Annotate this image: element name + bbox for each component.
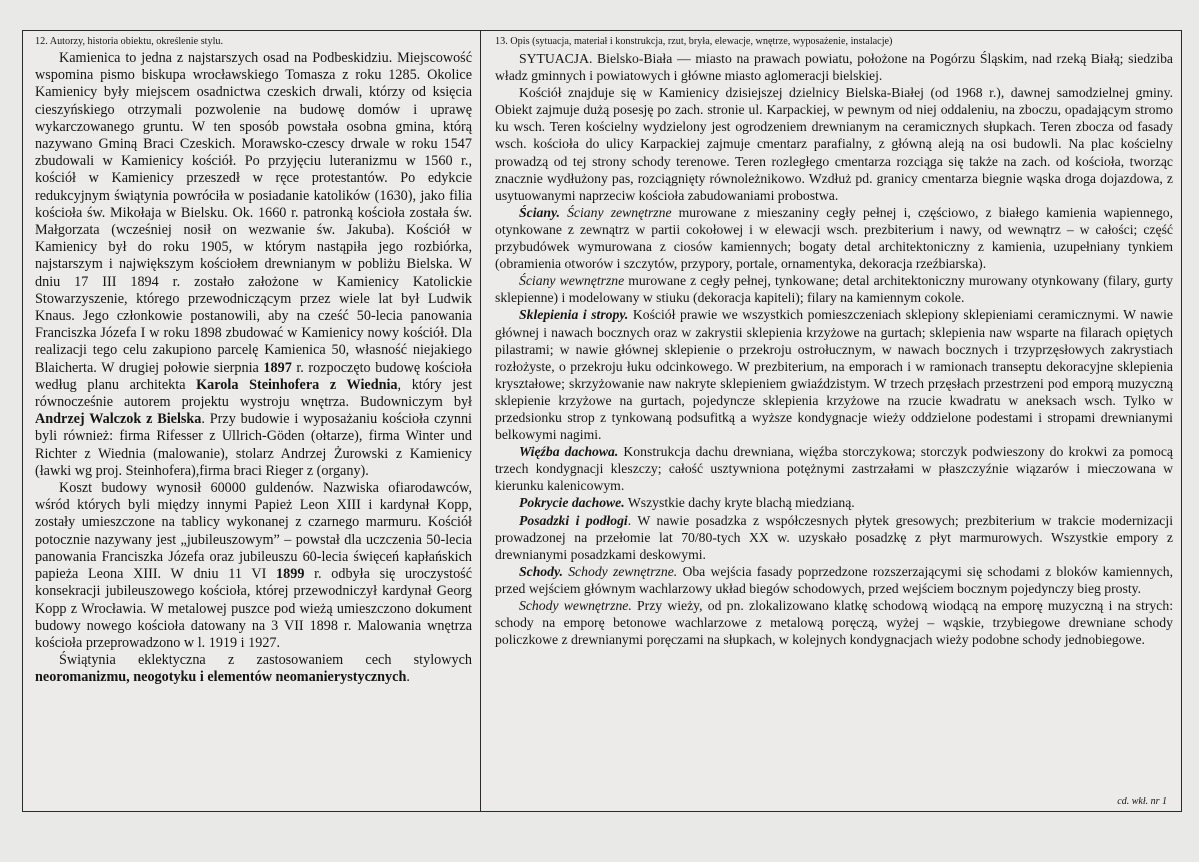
history-paragraph-2: Koszt budowy wynosił 60000 guldenów. Nazwiska ofiarodawców, wśród których byli między innymi Papież Leon XIII i kardynał Kopp, zostały umieszczone na tablicy wykonanej z czarnego marmuru. Kościół potocznie nazywany jest „jubileuszowym” – powstał dla uczczenia 50-lecia panowania Franciszka Józefa oraz jubileuszu 60-lecia święceń kapłańskich papieża Leona XIII. W dniu 11 VI 1899 r. odbyła się uroczystość konsekracji jubileuszowego kościoła, której przewodniczył kardynał Georg Kopp z Wrocławia. W metalowej puszce pod wieżą umieszczono dokument budowy nowego kościoła datowany na 3 VII 1898 r. Malowania wnętrza kościoła przeprowadzono w l. 1919 i 1927. xyxy=(35,480,472,651)
document-sheet xyxy=(22,30,1182,812)
left-column-history xyxy=(23,31,481,811)
walls-exterior-paragraph: Ściany. Ściany zewnętrzne murowane z mieszaniny cegły pełnej i, częściowo, z białego kamienia wapiennego, otynkowane z zewnątrz w partii cokołowej i w elewacji wsch. prezbiterium i nawy, od wewnątrz – w całości; część przybudówek wymurowana z ciosów kamiennych; bogaty detal architektoniczny z kamienia, uzupełniany tynkiem (obramienia otworów i szczytów, przypory, portale, ornamentyka, dekoracja rzeźbiarska). xyxy=(495,204,1174,272)
section-12-heading: 12. Autorzy, historia obiektu, określenie stylu. xyxy=(35,36,224,47)
roof-truss-paragraph: Więźba dachowa. Konstrukcja dachu drewniana, więźba storczykowa; storczyk podwieszony do krokwi za pomocą trzech kondygnacji kleszczy; całość usztywniona potężnymi zastrzałami w płaszczyźnie wiązarów i mieczowana w kierunku kalenicowym. xyxy=(495,444,1173,494)
situation-paragraph: SYTUACJA. Bielsko-Biała — miasto na prawach powiatu, położone na Pogórzu Śląskim, nad rzeką Białą; siedziba władz gminnych i powiatowych i główne miasto aglomeracji bielskiej. xyxy=(495,51,1173,84)
stairs-interior-paragraph: Schody wewnętrzne. Przy wieży, od pn. zlokalizowano klatkę schodową wiodącą na emporę muzyczną i na strych: schody na emporę betonowe wachlarzowe z metalową poręczą, wyżej – wąskie, trzybiegowe drewniane schody policzkowe z drewnianymi poręczami na słupkach, w kolejnych kondygnacjach wieży podobne schody jednobiegowe. xyxy=(495,598,1173,648)
continuation-note: cd. wkł. nr 1 xyxy=(1117,796,1167,807)
walls-interior-paragraph: Ściany wewnętrzne murowane z cegły pełnej, tynkowane; detal architektoniczny murowany otynkowany (filary, gurty sklepienne) i modelowany w stiuku (dekoracja kapiteli); filary na kamiennym cokole. xyxy=(495,273,1173,306)
description-text xyxy=(495,50,1173,648)
location-paragraph: Kościół znajduje się w Kamienicy dzisiejszej dzielnicy Bielska-Białej (od 1968 r.), dawnej samodzielnej gminy. Obiekt zajmuje dużą posesję po zach. stronie ul. Karpackiej, w pewnym od niej oddaleniu, na zboczu, opadającym stromo ku wsch. Teren kościelny wydzielony jest ogrodzeniem drewnianym na ceramicznych słupkach. Teren zbocza od fasady wsch. kościoła do ulicy Karpackiej zajmuje cmentarz parafialny, z główną aleją na osi budowli. Na plac kościelny prowadzą od tej strony schody terenowe. Teren rozległego cmentarza rozciąga się także na zach. od kościoła, tworząc znacznie wydłużony pas, rozciągnięty równoleżnikowo. Wzdłuż pd. granicy cmentarza biegnie wąska droga dojazdowa, z usytuowanymi naprzeciw kościoła zabudowaniami probostwa. xyxy=(495,85,1173,203)
stairs-exterior-paragraph: Schody. Schody zewnętrzne. Oba wejścia fasady poprzedzone rozszerzającymi się schodami z bloków kamiennych, przed wejściem głównym wachlarzowy układ biegów schodowych, przed wejściem bocznym pojedynczy bieg prosty. xyxy=(495,563,1173,596)
history-paragraph-1: Kamienica to jedna z najstarszych osad na Podbeskidziu. Miejscowość wspomina pismo biskupa wrocławskiego Tomasza z roku 1285. Okolice Kamienicy były miejscem osadnictwa czeskich drwali, którzy od księcia cieszyńskiego otrzymali pozwolenie na budowę domów i uprawę wykarczowanego gruntu. W ten sposób powstała osobna gmina, którą nazywano Gminą Braci Czeskich. Morawsko-czescy drwale w roku 1547 zbudowali w Kamienicy kościół. Po przyjęciu luteranizmu w 1560 r., kościół w Kamienicy przeszedł w ręce protestantów. Po edykcie redukcyjnym świątynia powróciła w posiadanie katolików (1630), jako filia kościoła św. Mikołaja w Bielsku. Ok. 1660 r. patronką kościoła została św. Małgorzata (wcześniej nosił on wezwanie św. Jakuba). Kościół w Kamienicy był do roku 1905, w którym nastąpiła jego rozbiórka, najstarszym i największym kościołem drewnianym w pobliżu Bielska. W dniu 17 III 1894 r. zostało założone w Kamienicy Katolickie Stowarzyszenie, którego przewodniczącym przez wiele lat był Ludwik Knaus. Jego członkowie postanowili, aby na cześć 50-lecia panowania Franciszka Józefa I w roku 1898 zbudować w Kamienicy nowy kościół. Dla realizacji tego celu zakupiono parcelę Kamienica 50, własność niejakiego Blaicherta. W drugiej połowie sierpnia 1897 r. rozpoczęto budowę kościoła według planu architekta Karola Steinhofera z Wiednia, który jest równocześnie autorem projektu wystroju wnętrza. Budowniczym był Andrzej Walczok z Bielska. Przy budowie i wyposażaniu kościoła czynni byli również: firma Rifesser z Ullrich-Göden (ołtarze), firma Winter und Richter z Wiednia (malowanie), stolarz Andrzej Żurowski z Kamienicy (ławki wg proj. Steinhofera),firma braci Rieger z (organy). xyxy=(35,50,473,479)
floors-paragraph: Posadzki i podłogi. W nawie posadzka z współczesnych płytek gresowych; prezbiterium w trakcie modernizacji prowadzonej na przełomie lat 70/80-tych XX w. uzyskało posadzkę z płyt marmurowych. Wszystkie empory z drewnianymi posadzkami deskowymi. xyxy=(495,512,1173,562)
roof-cover-paragraph: Pokrycie dachowe. Wszystkie dachy kryte blachą miedzianą. xyxy=(519,495,855,511)
style-paragraph: Świątynia eklektyczna z zastosowaniem cech stylowych neoromanizmu, neogotyku i elementów neomanierystycznych. xyxy=(35,652,472,686)
vaults-paragraph: Sklepienia i stropy. Kościół prawie we wszystkich pomieszczeniach sklepiony sklepieniami ceramicznymi. W nawie głównej i nawach bocznych oraz w zakrystii sklepienia krzyżowe na gurtach; sklepienia naw wsparte na filarach opiętych pilastrami; w nawie głównej sklepienie o przekroju ostrołucznym, w nawach bocznych i trzyprzęsłowych zakrystiach rozłożyste, o przekroju łuku odcinkowego. W prezbiterium, na emporach i w ramionach transeptu dekoracyjne sklepienia kryształowe; skrzyżowanie naw nakryte sklepieniem gwiaździstym. W trzech przęsłach przestrzeni pod emporą muzyczną sklepienie krzyżowe na gurtach, pojedyncze sklepienia krzyżowe na rzucie kwadratu w aneksach wsch. Tylko w przedsionku strop z tynkowaną podsufitką a wyższe kondygnacje wieży oddzielone podestami i stropami drewnianymi belkowymi nagimi. xyxy=(495,307,1173,443)
right-column-description xyxy=(481,31,1181,811)
section-13-heading: 13. Opis (sytuacja, materiał i konstrukcja, rzut, bryła, elewacje, wnętrze, wyposażenie, instalacje) xyxy=(495,36,893,47)
history-text xyxy=(35,50,472,687)
